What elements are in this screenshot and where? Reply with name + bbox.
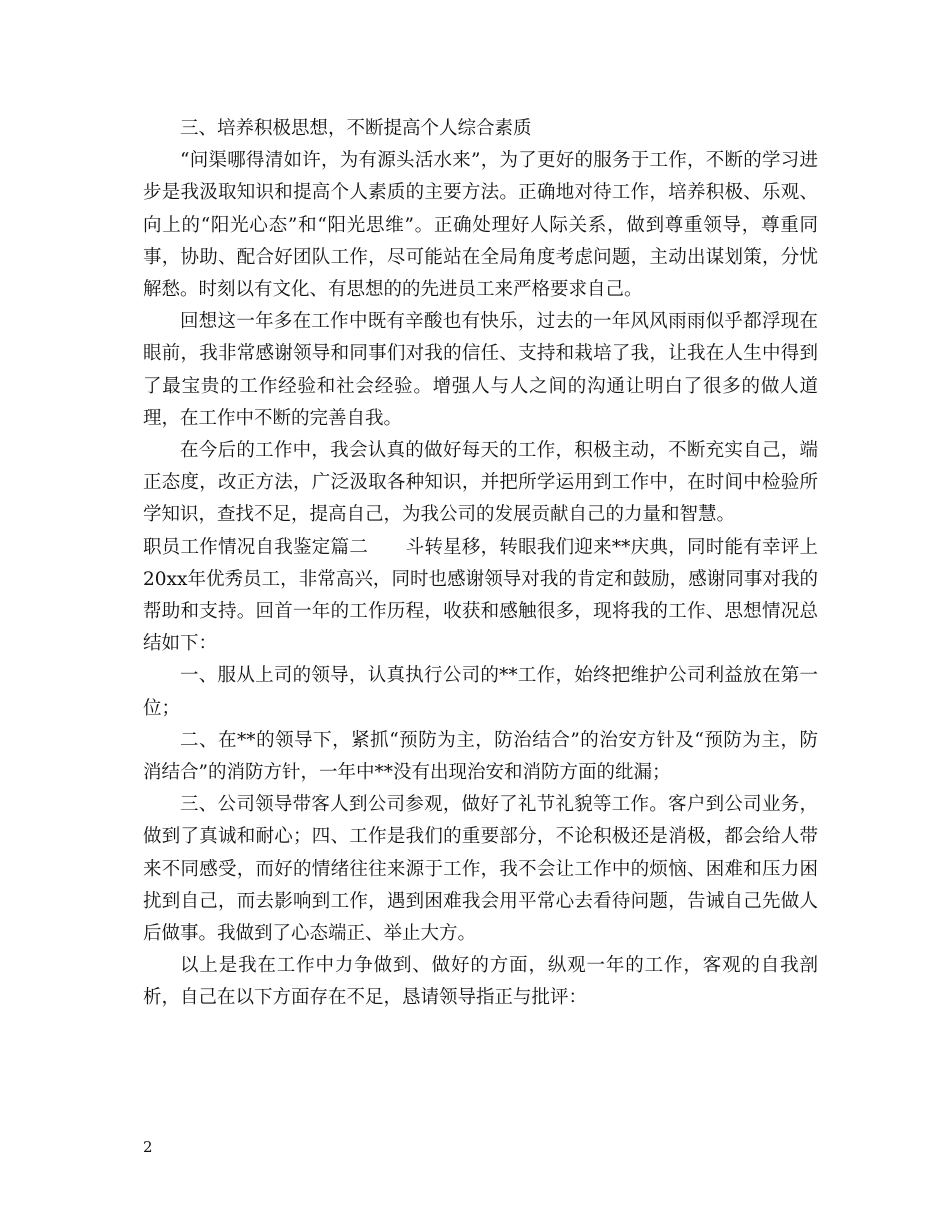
paragraph-part-two-intro: 职员工作情况自我鉴定篇二 斗转星移，转眼我们迎来**庆典，同时能有幸评上20xx年优秀员工，非常高兴，同时也感谢领导对我的肯定和鼓励，感谢同事对我的帮助和支持。回首一年的工作历程，收获和感触很多，现将我的工作、思想情况总结如下： bbox=[143, 536, 818, 655]
paragraph-reflection: 回想这一年多在工作中既有辛酸也有快乐，过去的一年风风雨雨似乎都浮现在眼前，我非常感谢领导和同事们对我的信任、支持和栽培了我，让我在人生中得到了最宝贵的工作经验和社会经验。增强人与人之间的沟通让明白了很多的做人道理，在工作中不断的完善自我。 bbox=[143, 311, 818, 429]
document-body bbox=[143, 113, 818, 1015]
paragraph-item-three-four: 三、公司领导带客人到公司参观，做好了礼节礼貌等工作。客户到公司业务，做到了真诚和耐心；四、工作是我们的重要部分，不论积极还是消极，都会给人带来不同感受，而好的情绪往往来源于工作，我不会让工作中的烦恼、困难和压力困扰到自己，而去影响到工作，遇到困难我会用平常心去看待问题，告诫自己先做人后做事。我做到了心态端正、举止大方。 bbox=[143, 794, 818, 945]
paragraph-self-assessment: 以上是我在工作中力争做到、做好的方面，纵观一年的工作，客观的自我剖析，自己在以下方面存在不足，恳请领导指正与批评： bbox=[143, 955, 818, 1009]
paragraph-item-one: 一、服从上司的领导，认真执行公司的**工作，始终把维护公司利益放在第一位； bbox=[143, 665, 818, 719]
paragraph-section-three-heading: 三、培养积极思想，不断提高个人综合素质 bbox=[180, 118, 532, 139]
page-number: 2 bbox=[143, 1138, 153, 1156]
paragraph-learning: “问渠哪得清如许，为有源头活水来”，为了更好的服务于工作，不断的学习进步是我汲取知识和提高个人素质的主要方法。正确地对待工作，培养积极、乐观、向上的“阳光心态”和“阳光思维”。正确处理好人际关系，做到尊重领导，尊重同事，协助、配合好团队工作，尽可能站在全局角度考虑问题，主动出谋划策，分忧解愁。时刻以有文化、有思想的的先进员工来严格要求自己。 bbox=[143, 150, 818, 301]
paragraph-item-two: 二、在**的领导下，紧抓“预防为主，防治结合”的治安方针及“预防为主，防消结合”的消防方针，一年中**没有出现治安和消防方面的纰漏； bbox=[143, 729, 818, 784]
paragraph-future-work: 在今后的工作中，我会认真的做好每天的工作，积极主动，不断充实自己，端正态度，改正方法，广泛汲取各种知识，并把所学运用到工作中，在时间中检验所学知识，查找不足，提高自己，为我公司的发展贡献自己的力量和智慧。 bbox=[143, 440, 818, 526]
